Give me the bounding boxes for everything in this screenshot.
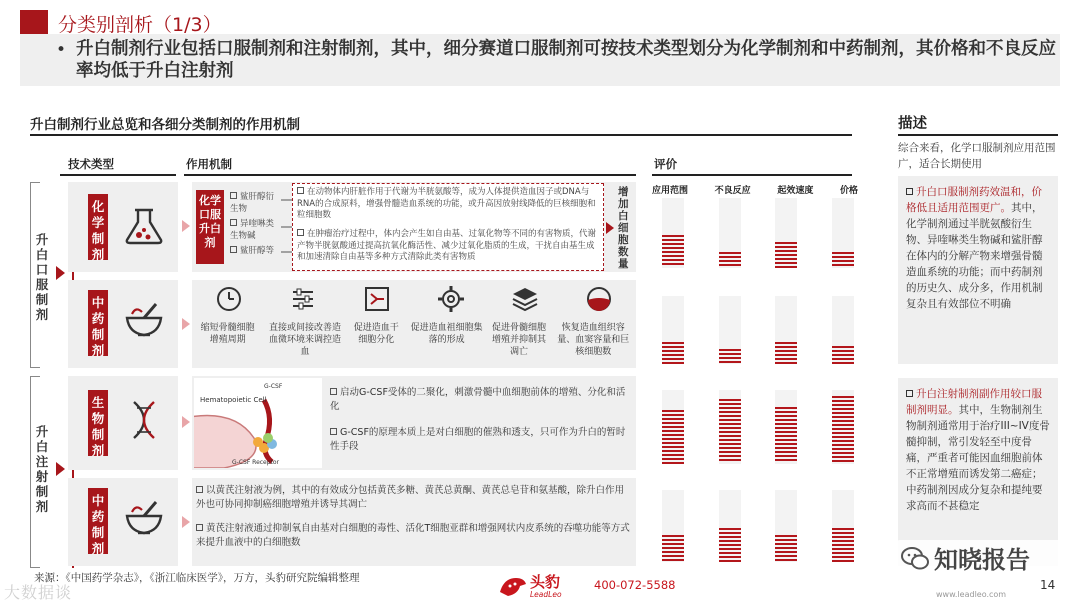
rating-bar	[832, 296, 854, 364]
type-inj-bio: 生物制剂	[88, 390, 108, 456]
tcm-mechanism: 恢复造血组织容量、血窦容量和巨核细胞数	[557, 323, 630, 357]
rating-stripe	[775, 262, 797, 264]
gcsf-diagram-image	[194, 378, 322, 468]
rating-fill	[719, 526, 741, 562]
layers-icon	[510, 284, 540, 314]
rating-stripe	[832, 260, 854, 262]
description-summary: 综合来看，化学口服制剂应用范围广，适合长期使用	[898, 142, 1056, 170]
rating-bar	[662, 490, 684, 562]
rating-fill	[832, 250, 854, 268]
diagram-gcsf-label: G-CSF	[264, 383, 283, 390]
rating-bar	[719, 198, 741, 268]
tcm-inj-point-1: 以黄芪注射液为例，其中的有效成分包括黄芪多糖、黄芪总黄酮、黄芪总皂苷和氨基酸，除升白作用外也可协同抑制癌细胞增殖并诱导其凋亡	[196, 485, 625, 510]
rating-stripe	[719, 451, 741, 453]
rating-stripe	[719, 427, 741, 429]
rating-stripe	[775, 555, 797, 557]
rating-stripe	[775, 415, 797, 417]
rating-stripe	[775, 407, 797, 409]
rating-stripe	[832, 252, 854, 254]
tcm-inj-point-2: 黄芪注射液通过抑制氧自由基对白细胞的毒性、活化T细胞亚群和增强网状内皮系统的吞噬功能等方式来提升血液中的白细胞数	[196, 523, 630, 548]
rating-stripe	[662, 547, 684, 549]
rating-stripe	[719, 357, 741, 359]
rating-stripe	[775, 451, 797, 453]
row-arrow	[182, 318, 190, 330]
rating-stripe	[775, 242, 797, 244]
rating-stripe	[832, 528, 854, 530]
rating-stripe	[719, 532, 741, 534]
eval-headers	[652, 183, 858, 196]
rating-stripe	[775, 443, 797, 445]
rating-stripe	[662, 410, 684, 412]
rating-stripe	[719, 439, 741, 441]
rating-stripe	[719, 459, 741, 461]
description-box-injection	[898, 378, 1058, 566]
description-title: 描述	[898, 116, 927, 132]
type-oral-chem: 化学制剂	[88, 194, 108, 260]
rating-stripe	[662, 342, 684, 344]
rating-stripe	[719, 447, 741, 449]
rating-bar	[775, 296, 797, 364]
rating-stripe	[832, 400, 854, 402]
rating-stripe	[662, 559, 684, 561]
rating-stripe	[662, 430, 684, 432]
rating-stripe	[775, 362, 797, 364]
rating-stripe	[719, 540, 741, 542]
rating-bar	[662, 198, 684, 268]
rating-fill	[662, 340, 684, 364]
rating-stripe	[832, 440, 854, 442]
clock-icon	[214, 284, 244, 314]
gear-icon	[436, 284, 466, 314]
rating-stripe	[719, 544, 741, 546]
rating-stripe	[775, 258, 797, 260]
rating-bar	[662, 296, 684, 364]
rating-stripe	[719, 536, 741, 538]
row-arrow	[182, 416, 190, 428]
rating-stripe	[775, 539, 797, 541]
tcm-mechanism: 促进骨髓细胞增殖并抑制其凋亡	[491, 323, 546, 357]
drug-group-label: 化学口服升白剂	[196, 190, 224, 264]
website: www.leadleo.com	[936, 590, 1007, 599]
rating-stripe	[832, 424, 854, 426]
watermark-left: 大数据谈	[4, 583, 73, 602]
col-mech-line	[184, 174, 636, 176]
rating-stripe	[719, 361, 741, 363]
rating-fill	[775, 340, 797, 364]
rating-stripe	[775, 543, 797, 545]
mechanism-text-2: 在肿瘤治疗过程中，体内会产生如自由基、过氧化物等不同的有害物质，代谢产物半胱氨酸通过提高抗氧化酶活性、减少过氧化脂质的生成，干扰自由基生成和加速清除自由基等多种方式清除此类有害物质	[297, 229, 597, 262]
rating-stripe	[775, 266, 797, 268]
rating-fill	[832, 344, 854, 364]
col-tech-type: 技术类型	[68, 157, 114, 171]
split-icon	[362, 284, 392, 314]
tcm-mechanism: 促进造血祖细胞集落的形成	[410, 323, 483, 345]
section-divider	[30, 134, 852, 136]
rating-stripe	[775, 419, 797, 421]
col-eval-line	[652, 174, 852, 176]
rating-stripe	[662, 346, 684, 348]
drug-item: 鲨肝醇等	[230, 246, 282, 258]
rating-fill	[832, 394, 854, 464]
tcm-mechanism: 缩短骨髓细胞增殖周期	[200, 323, 255, 345]
rating-stripe	[719, 411, 741, 413]
rating-fill	[832, 526, 854, 562]
rating-stripe	[662, 555, 684, 557]
rating-stripe	[662, 446, 684, 448]
description-box-oral	[898, 176, 1058, 364]
rating-fill	[662, 233, 684, 268]
rating-stripe	[719, 399, 741, 401]
rating-stripe	[832, 420, 854, 422]
rating-stripe	[775, 254, 797, 256]
rating-stripe	[662, 362, 684, 364]
rating-bar	[775, 198, 797, 268]
rating-stripe	[719, 443, 741, 445]
drug-item: 异喹啉类生物碱	[230, 219, 275, 241]
rating-stripe	[775, 535, 797, 537]
rating-bar	[832, 490, 854, 562]
rating-stripe	[662, 239, 684, 241]
rating-stripe	[832, 556, 854, 558]
rating-stripe	[662, 235, 684, 237]
rating-stripe	[832, 436, 854, 438]
rating-stripe	[775, 459, 797, 461]
rating-stripe	[719, 423, 741, 425]
diagram-cell-label: Hematopoietic Cell	[200, 396, 267, 404]
desc-injection-text: 升白注射制剂副作用较口服制剂明显。其中，生物制剂生物制剂通常用于治疗III~IV度骨髓抑制，常引发轻至中度骨痛，严重者可能因血细胞前体不正常增殖而诱发第二癌症；中药制剂因成分复杂和提纯要求高而不甚稳定	[906, 388, 1050, 512]
effect-label: 增加白细胞数量	[618, 186, 629, 270]
rating-stripe	[662, 414, 684, 416]
rating-stripe	[832, 456, 854, 458]
rating-stripe	[832, 452, 854, 454]
rating-stripe	[775, 431, 797, 433]
rating-stripe	[832, 264, 854, 266]
rating-fill	[719, 397, 741, 464]
rating-stripe	[775, 354, 797, 356]
eval-header: 起效速度	[777, 186, 814, 196]
rating-stripe	[662, 251, 684, 253]
rating-stripe	[775, 547, 797, 549]
type-oral-tcm: 中药制剂	[88, 290, 108, 356]
rating-stripe	[775, 358, 797, 360]
sliders-icon	[288, 284, 318, 314]
logo-text: 头豹	[530, 573, 561, 591]
rating-stripe	[832, 428, 854, 430]
rating-stripe	[662, 458, 684, 460]
mortar-icon	[122, 498, 166, 538]
rating-bar	[719, 296, 741, 364]
rating-stripe	[775, 435, 797, 437]
rating-fill	[775, 533, 797, 562]
rating-stripe	[719, 419, 741, 421]
rating-stripe	[832, 358, 854, 360]
rating-fill	[775, 405, 797, 464]
eval-header: 价格	[839, 186, 858, 196]
rating-stripe	[775, 342, 797, 344]
rating-stripe	[719, 431, 741, 433]
rating-stripe	[832, 532, 854, 534]
rating-stripe	[832, 256, 854, 258]
rating-bar	[719, 390, 741, 464]
oral-chem-mechanism-box	[292, 183, 604, 271]
rating-stripe	[719, 556, 741, 558]
wechat-icon	[900, 544, 930, 572]
logo-sub: LeadLeo	[530, 590, 562, 599]
rating-stripe	[719, 407, 741, 409]
rating-stripe	[719, 252, 741, 254]
rating-fill	[662, 408, 684, 464]
rating-stripe	[662, 350, 684, 352]
rating-stripe	[719, 552, 741, 554]
rating-stripe	[719, 548, 741, 550]
page-title: 分类别剖析（1/3）	[58, 14, 222, 36]
rating-stripe	[832, 548, 854, 550]
bio-point-1: 启动G-CSF受体的二聚化，刺激骨髓中血细胞前体的增殖、分化和活化	[330, 387, 626, 412]
rating-stripe	[662, 354, 684, 356]
rating-bar	[662, 390, 684, 464]
rating-stripe	[775, 250, 797, 252]
rating-stripe	[719, 256, 741, 258]
rating-stripe	[832, 404, 854, 406]
rating-stripe	[662, 247, 684, 249]
eval-header: 不良反应	[714, 186, 751, 196]
rating-stripe	[719, 455, 741, 457]
source-note: 来源：《中国药学杂志》，《浙江临床医学》，万方，头豹研究院编辑整理	[34, 572, 360, 584]
row-arrow	[182, 516, 190, 528]
rating-stripe	[662, 539, 684, 541]
rating-stripe	[832, 460, 854, 462]
rating-stripe	[662, 418, 684, 420]
rating-stripe	[832, 544, 854, 546]
tcm-mechanism: 促进造血干细胞分化	[353, 323, 399, 345]
rating-stripe	[662, 438, 684, 440]
rating-stripe	[775, 455, 797, 457]
injection-arrow	[56, 462, 65, 476]
mortar-icon	[122, 300, 166, 340]
page-number: 14	[1040, 578, 1056, 592]
rating-stripe	[832, 412, 854, 414]
rating-stripe	[662, 426, 684, 428]
rating-stripe	[832, 536, 854, 538]
rating-bar	[775, 390, 797, 464]
rating-stripe	[662, 462, 684, 464]
container-icon	[584, 284, 614, 314]
rating-bar	[832, 198, 854, 268]
rating-stripe	[832, 396, 854, 398]
section-title: 升白制剂行业总览和各细分类制剂的作用机制	[30, 117, 300, 133]
rating-stripe	[719, 353, 741, 355]
rating-stripe	[719, 435, 741, 437]
rating-stripe	[662, 422, 684, 424]
rating-stripe	[832, 416, 854, 418]
description-divider	[898, 134, 1058, 136]
rating-stripe	[662, 551, 684, 553]
rating-stripe	[832, 362, 854, 364]
rating-stripe	[775, 559, 797, 561]
rating-stripe	[775, 427, 797, 429]
watermark-right: 知晓报告	[934, 546, 1030, 574]
page-summary: 升白制剂行业包括口服制剂和注射制剂，其中，细分赛道口服制剂可按技术类型划分为化学制剂和中药制剂，其价格和不良反应率均低于升白注射剂	[76, 39, 1056, 81]
rating-fill	[775, 240, 797, 268]
rating-stripe	[775, 246, 797, 248]
rating-bar	[832, 390, 854, 464]
rating-stripe	[832, 448, 854, 450]
rating-stripe	[719, 403, 741, 405]
tcm-mechanism: 直接或间接改善造血微环境来调控造血	[268, 323, 341, 357]
rating-stripe	[719, 264, 741, 266]
rating-stripe	[719, 415, 741, 417]
drug-item: 鲨肝醇衍生物	[230, 192, 275, 214]
rating-stripe	[662, 450, 684, 452]
rating-stripe	[662, 263, 684, 265]
rating-stripe	[775, 439, 797, 441]
rating-stripe	[662, 255, 684, 257]
rating-stripe	[775, 350, 797, 352]
rating-stripe	[662, 259, 684, 261]
phone-number: 400-072-5588	[594, 578, 676, 592]
rating-stripe	[775, 551, 797, 553]
rating-stripe	[775, 447, 797, 449]
rating-stripe	[662, 454, 684, 456]
rating-stripe	[832, 444, 854, 446]
mechanism-text-1: 在动物体内肝脏作用于代谢为半胱氨酸等，成为人体提供造血因子或DNA与RNA的合成原料，增强骨髓造血系统的功能，或升高因放射线降低的巨核细胞和粒细胞数	[297, 187, 596, 220]
rating-stripe	[832, 350, 854, 352]
rating-stripe	[832, 552, 854, 554]
col-tech-line	[60, 174, 176, 176]
tcm-mechanism-icons	[192, 284, 636, 314]
rating-stripe	[719, 528, 741, 530]
rating-stripe	[662, 442, 684, 444]
rating-stripe	[832, 432, 854, 434]
rating-bar	[719, 490, 741, 562]
type-inj-tcm: 中药制剂	[88, 488, 108, 554]
eval-header: 应用范围	[652, 186, 689, 196]
tcm-mechanism-labels	[192, 322, 636, 358]
rating-stripe	[662, 358, 684, 360]
rating-fill	[719, 250, 741, 268]
rating-stripe	[775, 346, 797, 348]
rating-stripe	[719, 260, 741, 262]
drug-list	[230, 192, 282, 258]
rating-stripe	[832, 540, 854, 542]
rating-stripe	[832, 408, 854, 410]
group-oral-label: 升白口服制剂	[35, 232, 49, 322]
oral-arrow	[56, 266, 65, 280]
bio-point-2: G-CSF的原理本质上是对白细胞的催熟和透支，只可作为升白的暂时性手段	[330, 427, 626, 452]
rating-stripe	[832, 560, 854, 562]
rating-stripe	[775, 423, 797, 425]
leopard-logo-icon	[498, 572, 528, 600]
rating-fill	[662, 533, 684, 562]
summary-bullet: •	[56, 40, 67, 60]
rating-stripe	[832, 346, 854, 348]
rating-bar	[775, 490, 797, 562]
effect-arrow	[606, 222, 614, 234]
rating-stripe	[775, 411, 797, 413]
rating-stripe	[662, 543, 684, 545]
rating-stripe	[662, 434, 684, 436]
row-arrow	[182, 220, 190, 232]
dna-icon	[122, 398, 166, 442]
desc-oral-text: 升白口服制剂药效温和，价格低且适用范围更广。其中，化学制剂通过半胱氨酸衍生物、异喹啉类生物碱和鲨肝醇在体内的分解产物来增强骨髓造血系统的功能；而中药制剂的历史久、成分多，作用机制复杂且有效部位不明确	[906, 186, 1043, 310]
rating-fill	[719, 347, 741, 364]
col-evaluation: 评价	[654, 157, 677, 171]
col-mechanism: 作用机制	[186, 157, 232, 171]
rating-stripe	[719, 349, 741, 351]
rating-stripe	[662, 243, 684, 245]
diagram-receptor-label: G-CSF Receptor	[232, 459, 280, 466]
rating-stripe	[832, 354, 854, 356]
rating-stripe	[662, 535, 684, 537]
group-injection-label: 升白注射制剂	[35, 424, 49, 514]
rating-stripe	[719, 560, 741, 562]
flask-icon	[122, 206, 166, 246]
